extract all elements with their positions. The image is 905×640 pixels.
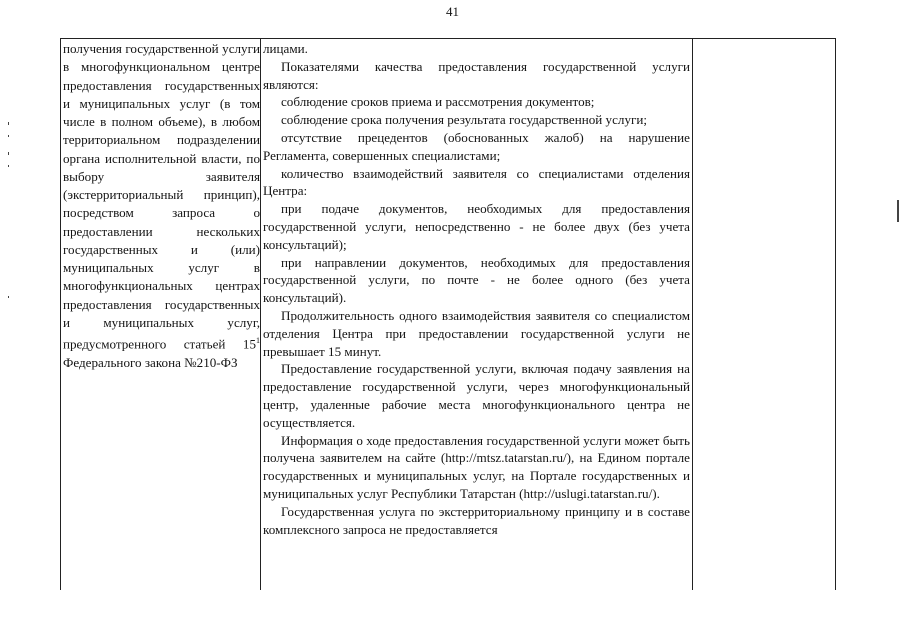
table-right-border <box>835 38 836 590</box>
left-column-cell <box>63 40 260 372</box>
scan-mark <box>8 122 9 125</box>
column-divider-2 <box>692 38 693 590</box>
article-superscript: 1 <box>256 336 260 345</box>
left-column-text: получения государственной услуги в многофункциональном центре предоставления государственных и муниципальных услуг (в том числе в полном объеме), в любом территориальном подразделении органа исполнительной власти, по выбору заявителя (экстерриториальный принцип), посредством запроса о предоставлении нескольких государственных и (или) муниципальных услуг в многофункциональных центрах предоставления государственных и муниципальных услуг, предусмотренного статьей $15^1$ Федерального закона №210-ФЗ <box>63 41 260 370</box>
paragraph: Продолжительность одного взаимодействия заявителя со специалистом отделения Центра при предоставлении государственной услуги не превышает 15 минут. <box>263 307 690 359</box>
paragraph: отсутствие прецедентов (обоснованных жалоб) на нарушение Регламента, совершенных специалистами; <box>263 129 690 163</box>
scan-mark <box>8 296 9 298</box>
scan-mark <box>8 165 9 167</box>
middle-column-cell <box>263 40 690 538</box>
scan-mark <box>8 152 9 155</box>
table-left-border <box>60 38 61 590</box>
paragraph: Показателями качества предоставления государственной услуги являются: <box>263 58 690 92</box>
paragraph: Предоставление государственной услуги, включая подачу заявления на предоставление государственной услуги, через многофункциональный центр, удаленные рабочие места многофункционального центра не осуществляется. <box>263 361 690 430</box>
paragraph: соблюдение сроков приема и рассмотрения документов; <box>281 94 595 110</box>
paragraph: соблюдение срока получения результата государственной услуги; <box>281 112 648 128</box>
paragraph: при подаче документов, необходимых для предоставления государственной услуги, непосредственно - не более двух (без учета консультаций); <box>263 201 690 252</box>
scan-mark <box>897 200 899 222</box>
paragraph: количество взаимодействий заявителя со специалистами отделения Центра: <box>263 165 690 199</box>
column-divider-1 <box>260 38 261 590</box>
page-number: 41 <box>446 4 459 19</box>
scan-mark <box>8 135 9 137</box>
table-top-border <box>60 38 835 39</box>
paragraph: лицами. <box>263 41 308 56</box>
paragraph: Государственная услуга по экстерриториальному принципу и в составе комплексного запроса не предоставляется <box>263 503 690 537</box>
paragraph: Информация о ходе предоставления государственной услуги может быть получена заявителем на сайте (http://mtsz.tatarstan.ru/), на Едином портале государственных и муниципальных услуг, на Портале государственных и муниципальных услуг Республики Татарстан (http://uslugi.tatarstan.ru/). <box>263 432 690 501</box>
paragraph: при направлении документов, необходимых для предоставления государственной услуги, по почте - не более одного (без учета консультаций). <box>263 254 690 306</box>
